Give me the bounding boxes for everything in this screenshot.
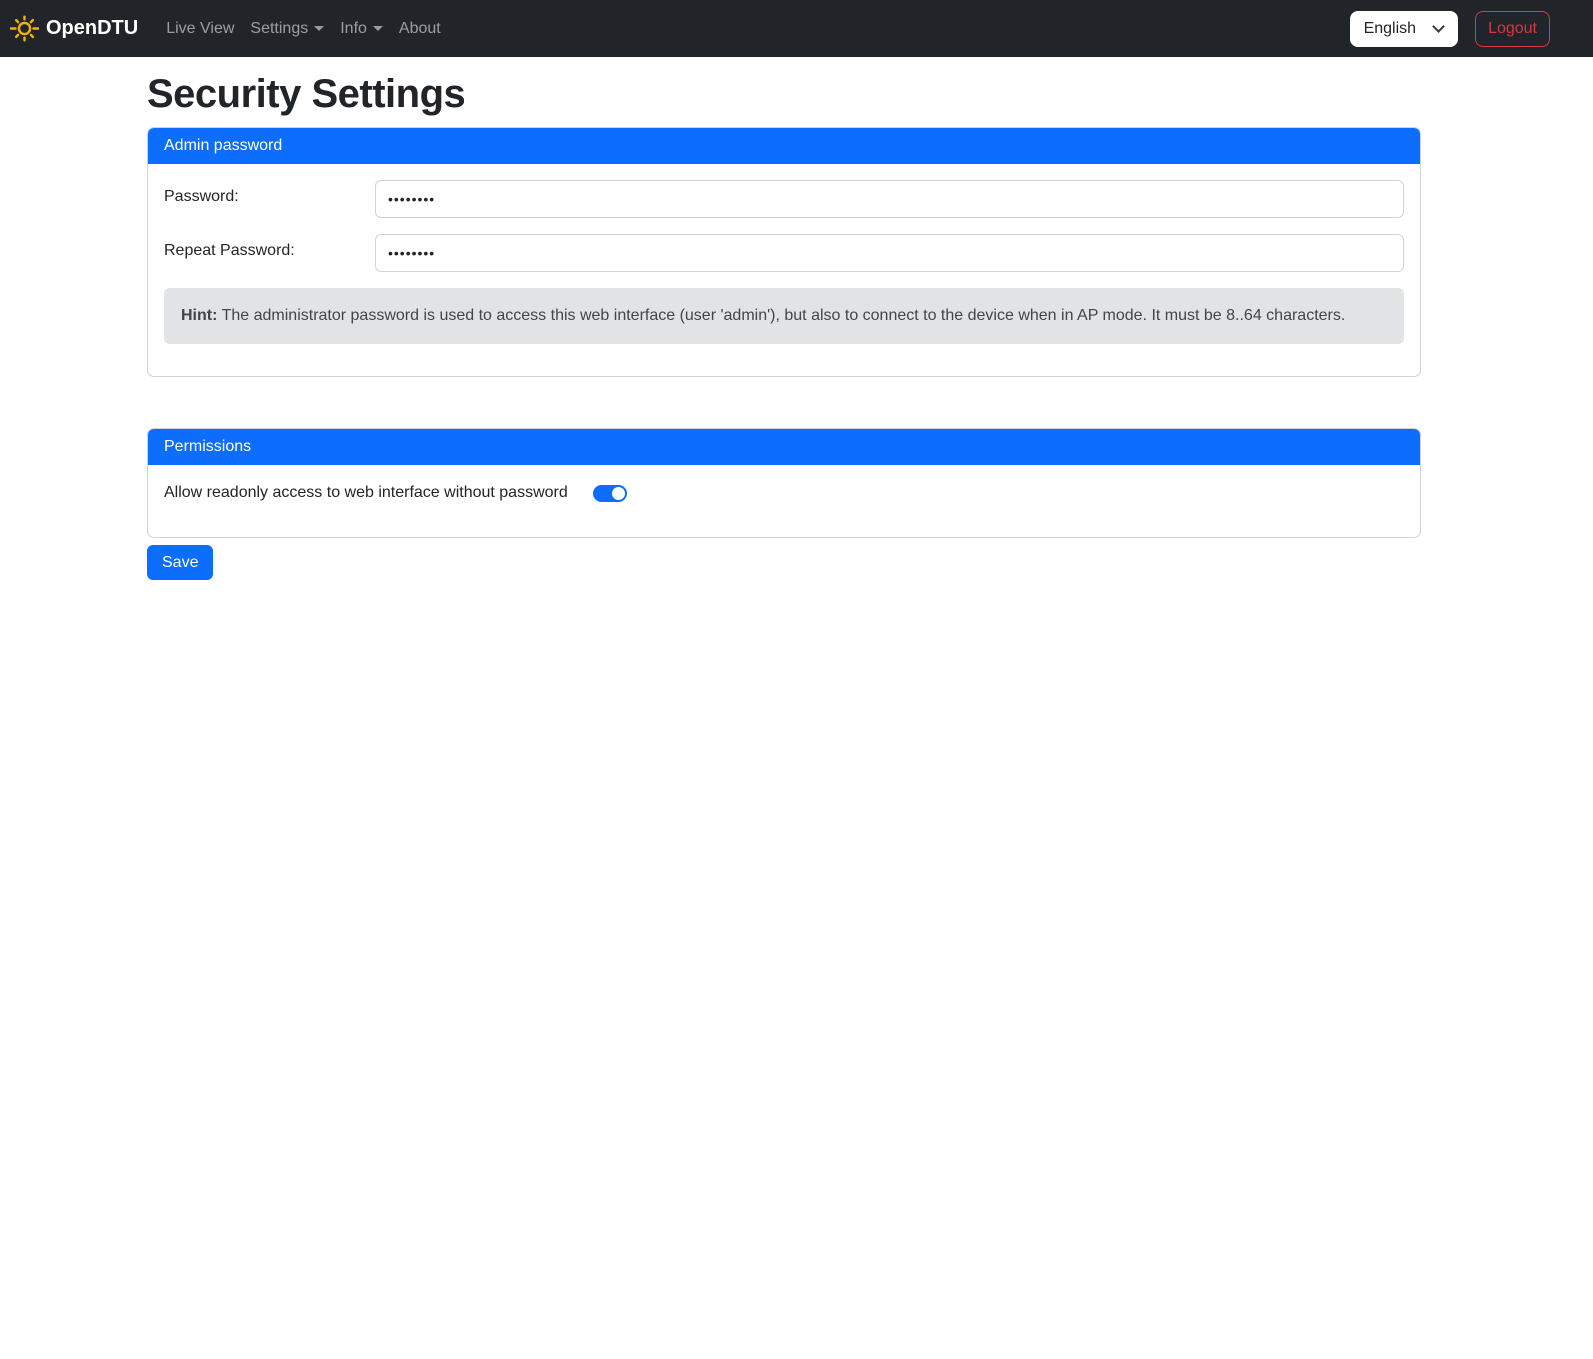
hint-text: The administrator password is used to access this web interface (user 'admin'), but also to connect to the device when in AP mode. It must be 8..64 characters. [221, 307, 1346, 324]
page-title: Security Settings [147, 72, 466, 116]
password-label: Password: [164, 188, 239, 205]
language-select-value: English [1363, 19, 1417, 37]
chevron-down-icon [1432, 20, 1445, 33]
admin-password-card-body [148, 164, 1420, 376]
language-select[interactable] [1350, 11, 1458, 47]
admin-password-card [147, 127, 1421, 377]
permissions-card-body [148, 465, 1420, 537]
readonly-access-label: Allow readonly access to web interface without password [164, 484, 568, 501]
logout-button[interactable]: Logout [1475, 11, 1550, 47]
nav-about[interactable]: About [398, 19, 441, 37]
readonly-access-row [164, 481, 1404, 505]
nav-live-view[interactable]: Live View [166, 19, 235, 37]
chevron-down-icon [373, 26, 383, 31]
repeat-password-input[interactable] [375, 234, 1404, 272]
readonly-access-toggle[interactable] [593, 485, 627, 502]
repeat-password-row [164, 234, 1404, 272]
permissions-card [147, 428, 1421, 538]
password-hint [164, 288, 1404, 344]
navbar [0, 0, 1593, 57]
password-input[interactable] [375, 180, 1404, 218]
repeat-password-label: Repeat Password: [164, 242, 295, 259]
hint-label: Hint: [181, 307, 218, 324]
save-button[interactable]: Save [147, 545, 213, 580]
admin-password-card-header: Admin password [148, 128, 1420, 164]
brand-text: OpenDTU [46, 17, 139, 39]
main-content [147, 57, 1421, 580]
nav-settings[interactable]: Settings [242, 12, 332, 46]
chevron-down-icon [314, 26, 324, 31]
brand-link[interactable] [10, 14, 138, 43]
password-row [164, 180, 1404, 218]
main-nav [158, 12, 449, 46]
nav-info[interactable]: Info [332, 12, 391, 46]
permissions-card-header: Permissions [148, 429, 1420, 465]
sun-icon [10, 14, 39, 43]
